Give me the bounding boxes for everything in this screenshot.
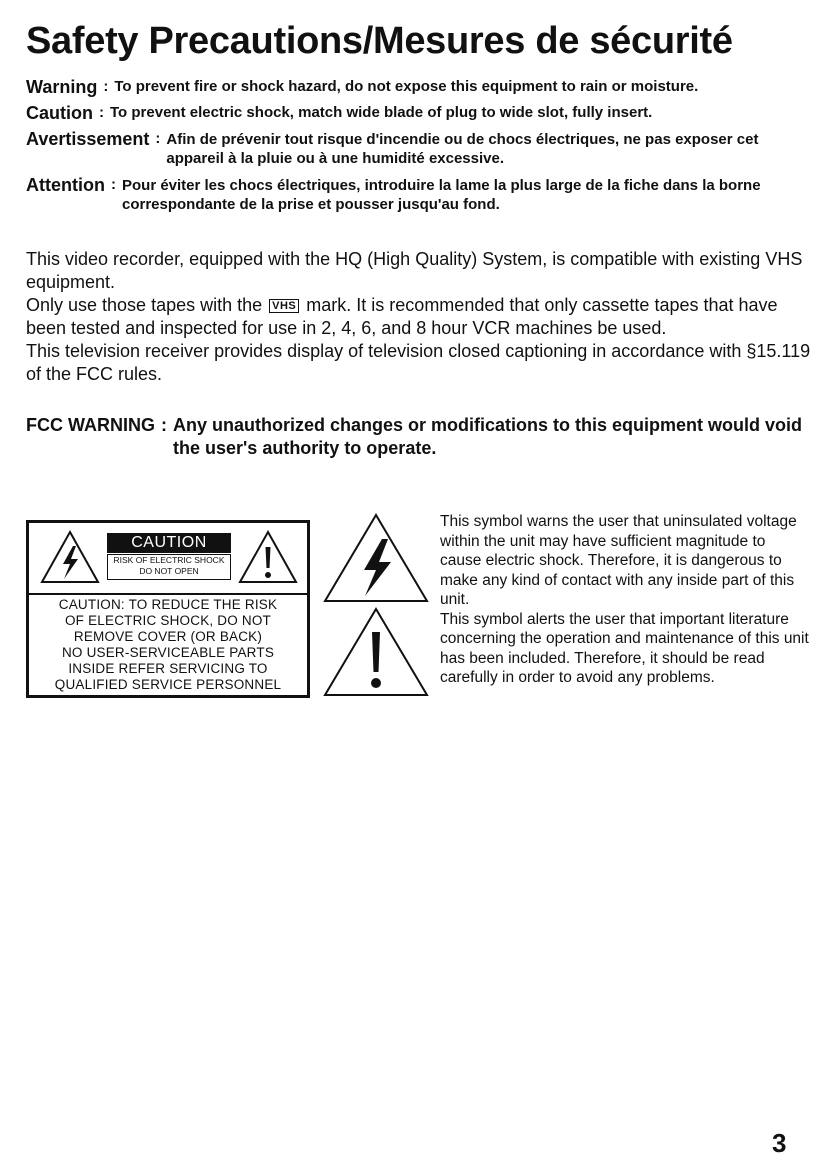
warnings-block [26,76,810,214]
attention-line [26,174,810,214]
warning-text: To prevent fire or shock hazard, do not expose this equipment to rain or moisture. [114,78,699,95]
attention-label: Attention [26,175,105,195]
fcc-label: FCC WARNING [26,415,155,435]
fcc-separator: : [161,415,167,435]
caution-label-line: NO USER-SERVICEABLE PARTS [61,645,275,660]
avertissement-label: Avertissement [26,129,150,149]
caution-banner: CAUTION [107,533,231,553]
tapes-text-before: Only use those tapes with the [26,295,263,315]
divider [29,593,307,595]
tapes-text-after: mark. It is recommended that only cassette tapes that have been tested and inspected for use in 2, 4, 6, and 8 hour VCR machines be used. [26,295,778,338]
caution-label-line: REMOVE COVER (OR BACK) [73,629,263,644]
exclamation-triangle-icon [237,529,299,585]
page-title: Safety Precautions/Mesures de sécurité [26,20,733,62]
page-number: 3 [772,1128,787,1158]
caution-label-line: INSIDE REFER SERVICING TO [68,661,268,676]
risk-of-shock-text: RISK OF ELECTRIC SHOCK [113,555,225,565]
caution-subtext [107,554,231,580]
attention-text: Pour éviter les chocs électriques, introduire la lame la plus large de la fiche dans la borne correspondante de la prise et pousser jusqu'au fond. [121,177,761,213]
lightning-triangle-icon [322,512,430,604]
caution-label-text [29,597,307,693]
caution-line [26,102,810,124]
intro-section [26,248,812,386]
warning-line [26,76,810,98]
warning-separator: : [103,78,109,95]
caution-label-line: CAUTION: TO REDUCE THE RISK [58,597,278,612]
avertissement-line [26,128,810,168]
tapes-paragraph [26,294,812,340]
captioning-paragraph: This television receiver provides display of television closed captioning in accordance with §15.119 of the FCC rules. [26,341,811,384]
lightning-description: This symbol warns the user that uninsulated voltage within the unit may have sufficient magnitude to cause electric shock. Therefore, it is dangerous to make any kind of contact with any inside part of this unit. [440,513,797,608]
lightning-triangle-icon [39,529,101,585]
exclamation-description: This symbol alerts the user that important literature concerning the operation and maintenance of this unit has been included. Therefore, it should be read carefully in order to avoid any problems. [440,610,809,686]
caution-label-line: QUALIFIED SERVICE PERSONNEL [54,677,282,692]
hq-paragraph: This video recorder, equipped with the HQ (High Quality) System, is compatible with existing VHS equipment. [26,249,803,292]
attention-separator: : [110,176,116,193]
fcc-text: Any unauthorized changes or modifications to this equipment would void the user's authority to operate. [173,415,803,458]
avertissement-separator: : [155,130,161,147]
caution-label-line: OF ELECTRIC SHOCK, DO NOT [64,613,272,628]
caution-separator: : [99,104,104,121]
caution-text: To prevent electric shock, match wide blade of plug to wide slot, fully insert. [110,104,653,121]
fcc-warning [26,414,810,460]
caution-label: Caution [26,103,93,123]
symbol-descriptions [440,512,810,688]
warning-label: Warning [26,77,98,97]
do-not-open-text: DO NOT OPEN [139,566,199,576]
avertissement-text: Afin de prévenir tout risque d'incendie ou de chocs électriques, ne pas exposer cet appareil à la pluie ou à une humidité excessive. [166,131,759,167]
vhs-mark-icon: VHS [269,299,299,313]
caution-label-header [29,523,307,597]
caution-label-box [26,520,310,698]
exclamation-triangle-icon [322,606,430,698]
